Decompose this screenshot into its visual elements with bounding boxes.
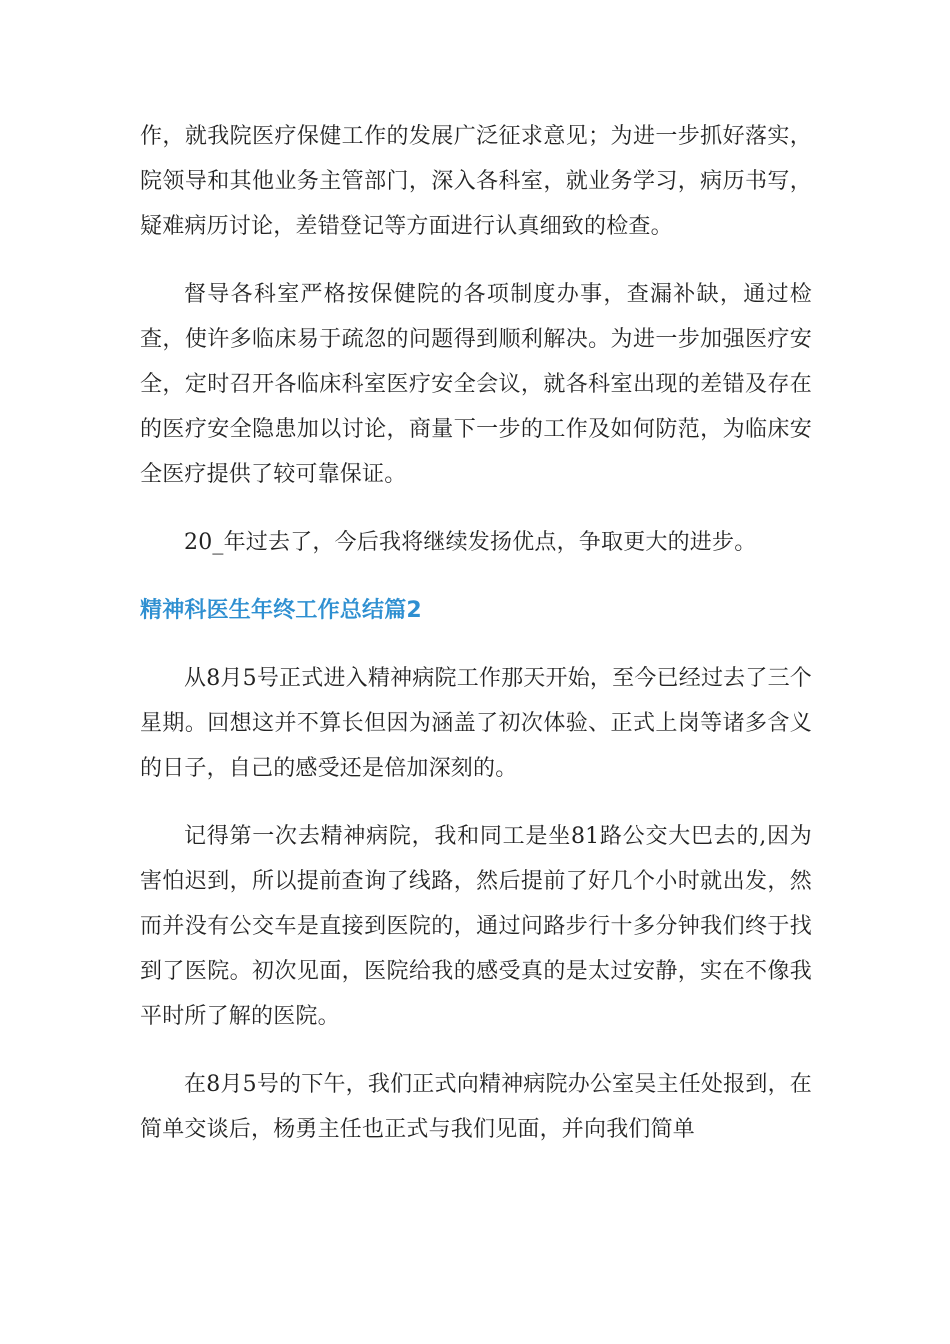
- document-page: [140, 114, 812, 1175]
- paragraph-start-work: 从8月5号正式进入精神病院工作那天开始，至今已经过去了三个星期。回想这并不算长但因为涵盖了初次体验、正式上岗等诸多含义的日子，自己的感受还是倍加深刻的。: [140, 666, 812, 781]
- paragraph-supervision: 督导各科室严格按保健院的各项制度办事，查漏补缺，通过检查，使许多临床易于疏忽的问题得到顺利解决。为进一步加强医疗安全，定时召开各临床科室医疗安全会议，就各科室出现的差错及存在的医疗安全隐患加以讨论，商量下一步的工作及如何防范，为临床安全医疗提供了较可靠保证。: [140, 282, 812, 487]
- section-heading: 精神科医生年终工作总结篇2: [140, 598, 422, 623]
- paragraph-report-office: 在8月5号的下午，我们正式向精神病院办公室吴主任处报到，在简单交谈后，杨勇主任也正式与我们见面，并向我们简单: [140, 1072, 812, 1142]
- paragraph-closing: 20_年过去了，今后我将继续发扬优点，争取更大的进步。: [184, 530, 757, 555]
- paragraph-continuation: 作，就我院医疗保健工作的发展广泛征求意见；为进一步抓好落实，院领导和其他业务主管部门，深入各科室，就业务学习，病历书写，疑难病历讨论，差错登记等方面进行认真细致的检查。: [140, 124, 812, 239]
- paragraph-first-visit: 记得第一次去精神病院，我和同工是坐81路公交大巴去的,因为害怕迟到，所以提前查询了线路，然后提前了好几个小时就出发，然而并没有公交车是直接到医院的，通过问路步行十多分钟我们终于找到了医院。初次见面，医院给我的感受真的是太过安静，实在不像我平时所了解的医院。: [140, 824, 812, 1029]
